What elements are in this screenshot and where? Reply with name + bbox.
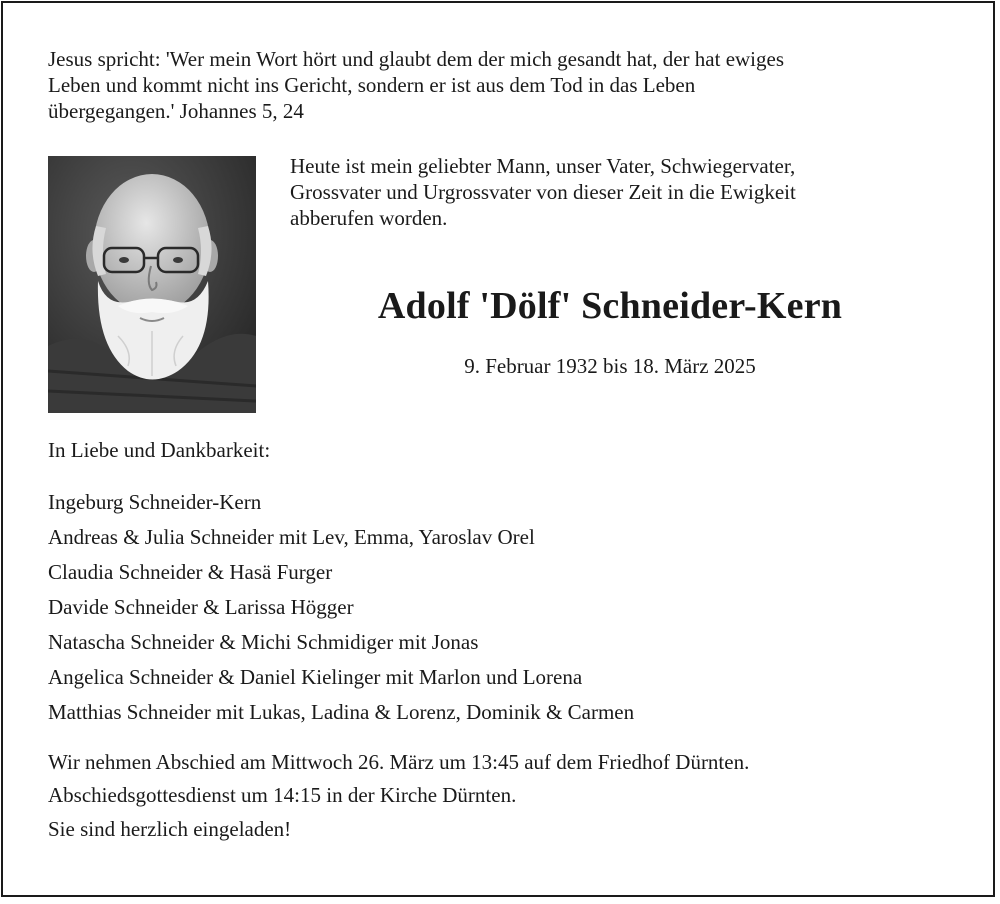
- funeral-line: Wir nehmen Abschied am Mittwoch 26. März um 13:45 auf dem Friedhof Dürnten.: [48, 750, 750, 774]
- invitation-text: Sie sind herzlich eingeladen!: [48, 817, 292, 841]
- intro-line: Grossvater und Urgrossvater von dieser Zeit in die Ewigkeit: [290, 180, 796, 204]
- portrait-photo: [48, 156, 256, 413]
- mourners-heading: In Liebe und Dankbarkeit:: [48, 438, 271, 462]
- deceased-name: Adolf 'Dölf' Schneider-Kern: [377, 285, 843, 327]
- list-item: Andreas & Julia Schneider mit Lev, Emma, Yaroslav Orel: [48, 525, 535, 549]
- list-item: Angelica Schneider & Daniel Kielinger mit Marlon und Lorena: [48, 665, 583, 689]
- funeral-info: [48, 746, 948, 812]
- list-item: Claudia Schneider & Hasä Furger: [48, 560, 333, 584]
- intro-line: abberufen worden.: [290, 206, 448, 230]
- list-item: Matthias Schneider mit Lukas, Ladina & Lorenz, Dominik & Carmen: [48, 700, 635, 724]
- life-dates: 9. Februar 1932 bis 18. März 2025: [464, 354, 756, 378]
- list-item: Ingeburg Schneider-Kern: [48, 490, 262, 514]
- mourners-list: [48, 485, 634, 730]
- bible-quote: [48, 46, 948, 124]
- funeral-line: Abschiedsgottesdienst um 14:15 in der Kirche Dürnten.: [48, 783, 517, 807]
- intro-text: [290, 153, 950, 231]
- intro-line: Heute ist mein geliebter Mann, unser Vater, Schwiegervater,: [290, 154, 796, 178]
- bible-quote-line: übergegangen.' Johannes 5, 24: [48, 99, 304, 123]
- bible-quote-line: Leben und kommt nicht ins Gericht, sondern er ist aus dem Tod in das Leben: [48, 73, 696, 97]
- bible-quote-line: Jesus spricht: 'Wer mein Wort hört und glaubt dem der mich gesandt hat, der hat ewiges: [48, 47, 785, 71]
- list-item: Davide Schneider & Larissa Högger: [48, 595, 354, 619]
- list-item: Natascha Schneider & Michi Schmidiger mit Jonas: [48, 630, 479, 654]
